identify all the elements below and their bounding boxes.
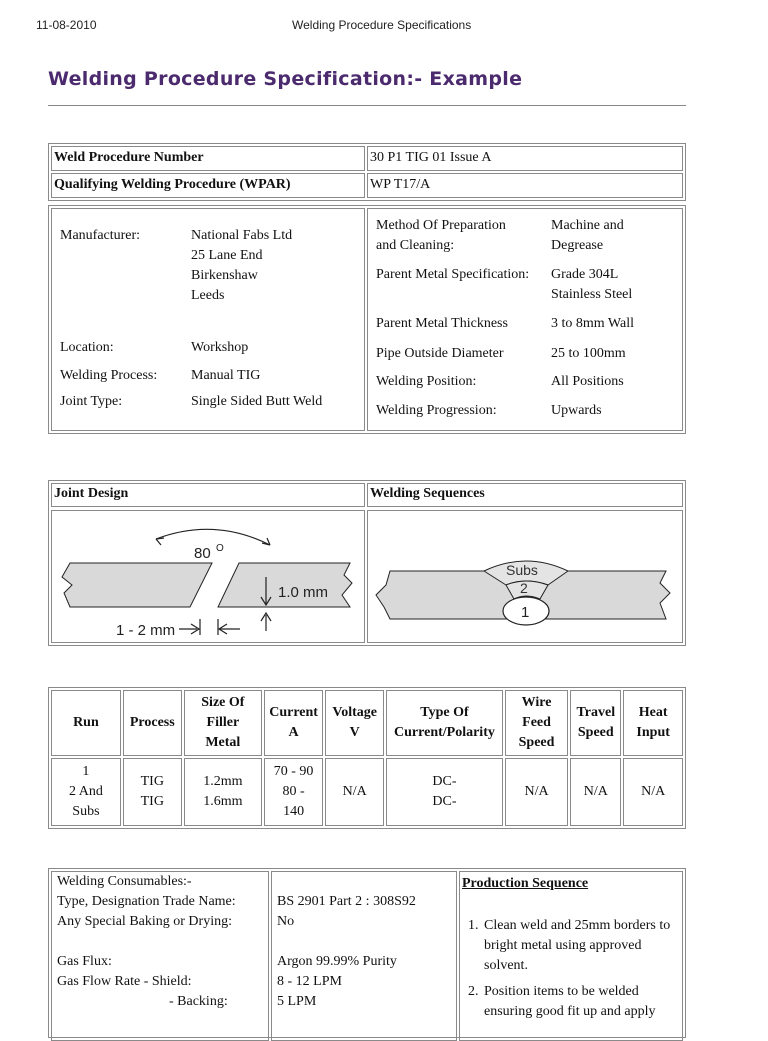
run-value-line: DC- xyxy=(432,794,457,809)
details-right-value xyxy=(551,344,626,364)
joint-design-drawing xyxy=(52,511,364,642)
details-right-value-line: Degrease xyxy=(551,238,604,253)
run-header-line: Run xyxy=(73,715,99,730)
run-header-cell xyxy=(623,690,683,756)
thickness-label: 1.0 mm xyxy=(278,584,329,601)
left-plate xyxy=(62,563,212,607)
run-header-line: Process xyxy=(129,715,175,730)
run-header-line: A xyxy=(288,725,299,740)
details-right-label-line: and Cleaning: xyxy=(376,238,455,253)
details-right-label xyxy=(376,344,504,364)
details-right-label-line: Parent Metal Specification: xyxy=(376,267,530,282)
joint-design-heading: Joint Design xyxy=(51,483,365,507)
run-value-line: 2 And xyxy=(68,784,103,799)
details-right-label xyxy=(376,401,497,421)
details-right-value xyxy=(551,372,624,392)
header-doc-title: Welding Procedure Specifications xyxy=(292,18,472,32)
details-left-label: Location: xyxy=(60,340,114,355)
details-left-value-line: Leeds xyxy=(191,288,225,303)
details-right-value xyxy=(551,314,634,334)
run-value-line: 140 xyxy=(283,804,305,819)
details-right-value xyxy=(551,265,632,305)
joint-design-drawing-cell xyxy=(51,510,365,643)
production-step: 2. Position items to be welded ensuring good fit up and apply xyxy=(482,982,680,1022)
run-header-cell xyxy=(184,690,262,756)
details-left-value xyxy=(191,392,322,412)
run-header-cell xyxy=(123,690,182,756)
consumables-label: Type, Designation Trade Name: xyxy=(57,894,236,909)
procedure-number-value: 30 P1 TIG 01 Issue A xyxy=(367,146,683,171)
run-value-line: N/A xyxy=(583,784,608,799)
run-value-cell xyxy=(623,758,683,826)
run-header-line: Current xyxy=(269,705,318,720)
run-value-line: 1.6mm xyxy=(203,794,243,809)
details-left-label: Joint Type: xyxy=(60,394,123,409)
run-label-2: 2 xyxy=(520,580,528,596)
details-right-value-line: Upwards xyxy=(551,403,602,418)
details-left-value-line: Birkenshaw xyxy=(191,268,258,283)
run-header-line: Metal xyxy=(205,735,241,750)
details-right-label xyxy=(376,265,529,285)
qualifying-procedure-label: Qualifying Welding Procedure (WPAR) xyxy=(51,173,365,198)
consumables-label: Gas Flow Rate - Shield: xyxy=(57,974,192,989)
details-right-label-line: Welding Progression: xyxy=(376,403,497,418)
run-value-line: 1.2mm xyxy=(203,774,243,789)
details-left-label: Welding Process: xyxy=(60,368,158,383)
details-left-value xyxy=(191,366,260,386)
run-value-cell xyxy=(570,758,621,826)
consumables-label: Any Special Baking or Drying: xyxy=(57,914,232,929)
welding-sequence-drawing xyxy=(368,511,682,642)
run-value-line: 80 - xyxy=(282,784,305,799)
run-value-line: Subs xyxy=(72,804,100,819)
run-header-line: Travel xyxy=(576,705,616,720)
run-value-cell xyxy=(123,758,182,826)
consumables-value: 5 LPM xyxy=(277,994,317,1009)
header-date: 11-08-2010 xyxy=(36,18,97,32)
run-header-line: Feed xyxy=(522,715,551,730)
run-value-cell xyxy=(325,758,384,826)
angle-value: 80 xyxy=(194,545,211,562)
details-right-value-line: 3 to 8mm Wall xyxy=(551,316,635,331)
consumables-labels xyxy=(57,872,269,1012)
run-label-subs: Subs xyxy=(506,562,538,578)
consumables-label: Gas Flux: xyxy=(57,954,112,969)
details-right-value xyxy=(551,401,602,421)
run-value-row xyxy=(51,758,683,826)
consumables-value: Argon 99.99% Purity xyxy=(277,954,397,969)
run-value-cell xyxy=(505,758,568,826)
welding-sequences-heading: Welding Sequences xyxy=(367,483,683,507)
details-right-value-line: Machine and xyxy=(551,218,624,233)
details-left-value-line: National Fabs Ltd xyxy=(191,228,293,243)
gap-label: 1 - 2 mm xyxy=(116,622,176,639)
details-right-label-line: Welding Position: xyxy=(376,374,477,389)
details-right-label-line: Parent Metal Thickness xyxy=(376,316,508,331)
details-left-value xyxy=(191,226,292,306)
details-right-label-line: Method Of Preparation xyxy=(376,218,506,233)
run-value-line: N/A xyxy=(342,784,367,799)
details-right-label xyxy=(376,216,506,256)
run-value-cell xyxy=(264,758,323,826)
details-right-value-line: All Positions xyxy=(551,374,624,389)
details-left-value-line: 25 Lane End xyxy=(191,248,263,263)
run-header-line: Wire xyxy=(521,695,552,710)
run-header-line: Current/Polarity xyxy=(394,725,495,740)
run-value-line: 1 xyxy=(82,764,90,779)
details-left-value-line: Workshop xyxy=(191,340,249,355)
run-parameters-table xyxy=(48,687,686,829)
title-divider xyxy=(48,105,686,106)
run-value-line: DC- xyxy=(432,774,457,789)
consumables-value: BS 2901 Part 2 : 308S92 xyxy=(277,894,416,909)
run-value-cell xyxy=(184,758,262,826)
run-value-line: 70 - 90 xyxy=(273,764,314,779)
consumables-value: 8 - 12 LPM xyxy=(277,974,342,989)
welding-sequence-drawing-cell xyxy=(367,510,683,643)
details-left-label: Manufacturer: xyxy=(60,228,141,243)
consumables-values xyxy=(277,892,457,1012)
run-header-line: Filler xyxy=(206,715,240,730)
qualifying-procedure-value: WP T17/A xyxy=(367,173,683,198)
run-header-cell xyxy=(51,690,121,756)
consumables-value: No xyxy=(277,914,295,929)
details-left-value-line: Single Sided Butt Weld xyxy=(191,394,323,409)
run-value-cell xyxy=(51,758,121,826)
run-value-line: TIG xyxy=(140,774,164,789)
details-right-value-line: Grade 304L xyxy=(551,267,619,282)
run-header-cell xyxy=(505,690,568,756)
details-right-label xyxy=(376,314,508,334)
run-header-line: Size Of xyxy=(201,695,245,710)
run-header-line: Speed xyxy=(518,735,555,750)
run-header-line: Speed xyxy=(577,725,614,740)
procedure-number-label: Weld Procedure Number xyxy=(51,146,365,171)
run-header-line: V xyxy=(349,725,360,740)
run-header-line: Heat xyxy=(638,705,668,720)
production-sequence-steps xyxy=(462,916,680,1028)
run-value-line: N/A xyxy=(641,784,666,799)
angle-unit: O xyxy=(216,543,224,554)
consumables-label: Welding Consumables:- xyxy=(57,874,192,889)
run-header-cell xyxy=(264,690,323,756)
run-header-cell xyxy=(570,690,621,756)
details-right-label-line: Pipe Outside Diameter xyxy=(376,346,504,361)
run-header-cell xyxy=(386,690,503,756)
run-value-line: N/A xyxy=(524,784,549,799)
details-left-value xyxy=(191,338,248,358)
run-header-line: Type Of xyxy=(420,705,469,720)
run-value-cell xyxy=(386,758,503,826)
details-left-value-line: Manual TIG xyxy=(191,368,261,383)
production-step: 1. Clean weld and 25mm borders to bright metal using approved solvent. xyxy=(482,916,680,976)
details-right-value-line: 25 to 100mm xyxy=(551,346,626,361)
run-header-row xyxy=(51,690,683,756)
run-value-line: TIG xyxy=(140,794,164,809)
run-header-cell xyxy=(325,690,384,756)
run-label-1: 1 xyxy=(521,604,530,621)
consumables-value xyxy=(277,932,457,952)
details-right-value xyxy=(551,216,624,256)
run-header-line: Input xyxy=(636,725,670,740)
run-header-line: Voltage xyxy=(332,705,377,720)
consumables-label: - Backing: xyxy=(57,994,228,1009)
details-right-value-line: Stainless Steel xyxy=(551,287,633,302)
consumables-label xyxy=(57,932,269,952)
production-sequence-heading: Production Sequence xyxy=(462,876,589,891)
page-title: Welding Procedure Specification:- Example xyxy=(48,68,523,90)
details-right-label xyxy=(376,372,476,392)
angle-arc xyxy=(156,529,270,545)
